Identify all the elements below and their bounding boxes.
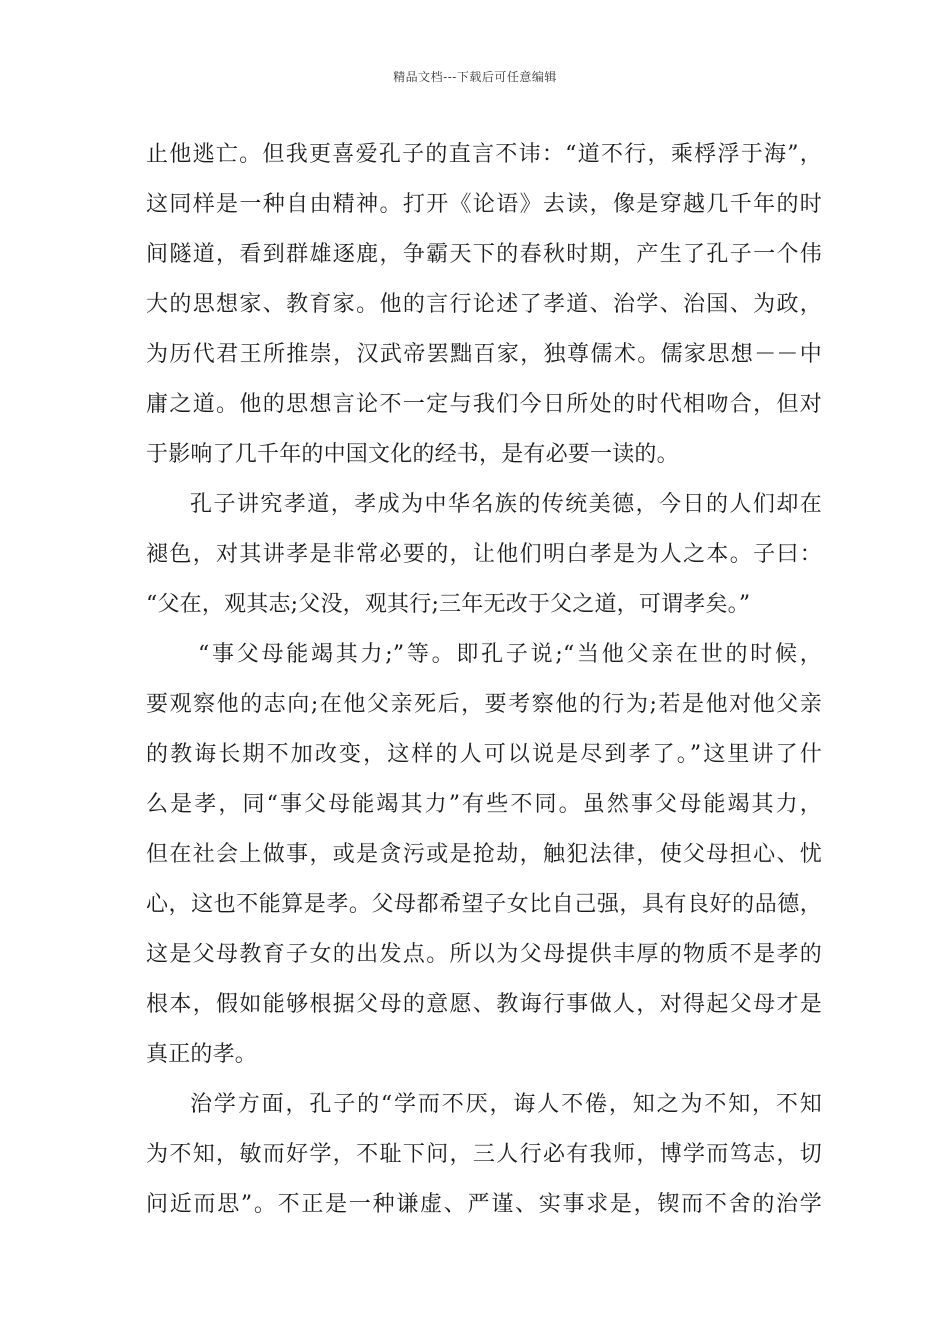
- paragraph-3-line-9: 真正的孝。: [146, 1042, 258, 1067]
- paragraph-1-line-1: 止他逃亡。但我更喜爱孔子的直言不讳：“道不行，乘桴浮于海”，: [146, 142, 822, 167]
- paragraph-3-line-5: 但在社会上做事，或是贪污或是抢劫，触犯法律，使父母担心、忧: [146, 842, 822, 867]
- paragraph-3-line-2: 要观察他的志向;在他父亲死后，要考察他的行为;若是他对他父亲: [146, 692, 822, 717]
- document-body: [146, 130, 822, 1230]
- paragraph-1-line-5: 为历代君王所推崇，汉武帝罢黜百家，独尊儒术。儒家思想－－中: [146, 342, 822, 367]
- paragraph-3-line-6: 心，这也不能算是孝。父母都希望子女比自己强，具有良好的品德，: [146, 892, 822, 917]
- paragraph-3-line-3: 的教诲长期不加改变，这样的人可以说是尽到孝了。”这里讲了什: [146, 742, 822, 767]
- paragraph-1-line-2: 这同样是一种自由精神。打开《论语》去读，像是穿越几千年的时: [146, 192, 822, 217]
- paragraph-3-line-7: 这是父母教育子女的出发点。所以为父母提供丰厚的物质不是孝的: [146, 942, 822, 967]
- paragraph-2-line-1: 孔子讲究孝道，孝成为中华名族的传统美德，今日的人们却在: [190, 492, 822, 517]
- paragraph-3-line-4: 么是孝，同“事父母能竭其力”有些不同。虽然事父母能竭其力，: [146, 792, 822, 817]
- paragraph-4-line-1: 治学方面，孔子的“学而不厌，诲人不倦，知之为不知，不知: [190, 1092, 822, 1117]
- paragraph-4-line-3: 问近而思”。不正是一种谦虚、严谨、实事求是，锲而不舍的治学: [146, 1192, 822, 1217]
- paragraph-3-line-8: 根本，假如能够根据父母的意愿、教诲行事做人，对得起父母才是: [146, 992, 822, 1017]
- paragraph-1-line-4: 大的思想家、教育家。他的言行论述了孝道、治学、治国、为政，: [146, 292, 822, 317]
- paragraph-1-line-7: 于影响了几千年的中国文化的经书，是有必要一读的。: [146, 442, 679, 467]
- paragraph-3-line-1: “事父母能竭其力;”等。即孔子说;“当他父亲在世的时候，: [198, 642, 822, 667]
- paragraph-1-line-3: 间隧道，看到群雄逐鹿，争霸天下的春秋时期，产生了孔子一个伟: [146, 242, 822, 267]
- paragraph-2-line-2: 褪色，对其讲孝是非常必要的，让他们明白孝是为人之本。子曰：: [146, 542, 822, 567]
- paragraph-1-line-6: 庸之道。他的思想言论不一定与我们今日所处的时代相吻合，但对: [146, 392, 822, 417]
- page-header: 精品文档---下载后可任意编辑: [393, 70, 557, 84]
- paragraph-4-line-2: 为不知，敏而好学，不耻下问，三人行必有我师，博学而笃志，切: [146, 1142, 822, 1167]
- paragraph-2-line-3: “父在，观其志;父没，观其行;三年无改于父之道，可谓孝矣。”: [146, 592, 751, 617]
